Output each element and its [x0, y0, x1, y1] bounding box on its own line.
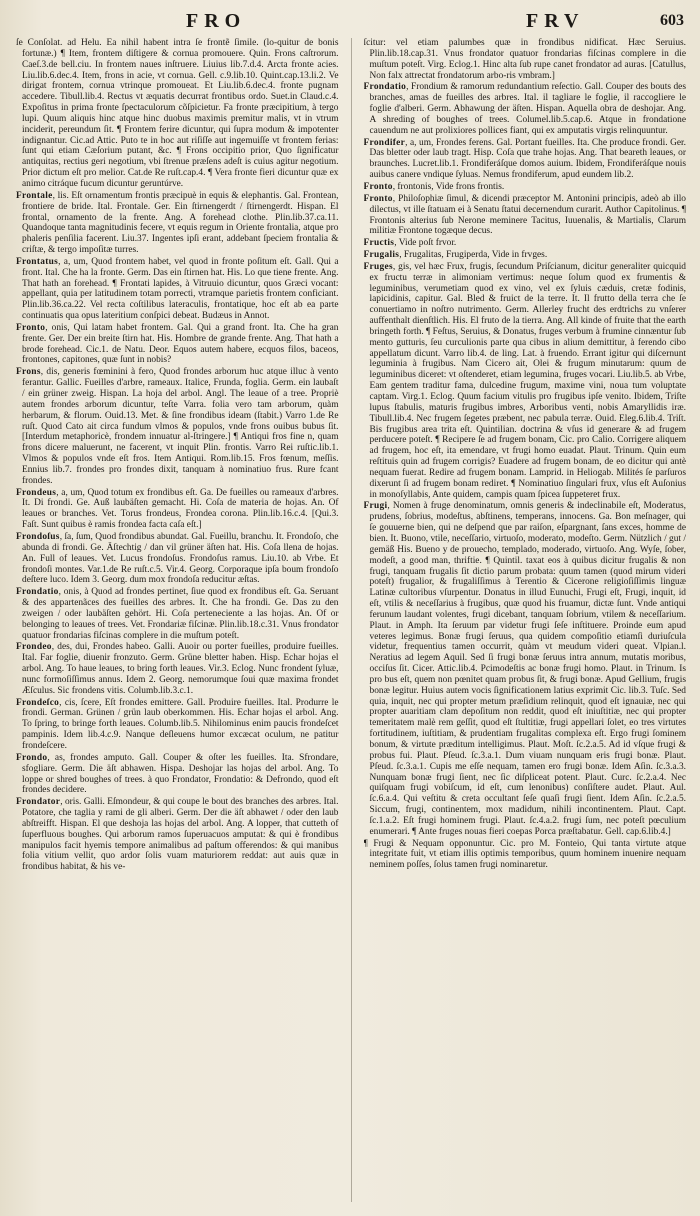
entry-headword: Frontatus [16, 256, 59, 267]
column-divider [351, 38, 352, 1202]
dictionary-entry [364, 250, 687, 261]
entry-headword: Fructis [363, 238, 395, 249]
entry-definition: , Frondium & ramorum redundantium reſectio. Gall. Couper des bouts des branches, amas de fueilles des arbres. Ital. il tagliare le foglie, il raccogliere le foglie d'alberi. Germ. Abhawung der äſten. Hispan. Aquella obra de deshojar. Ang. A shreding of boughes of trees. Columel.lib.5.cap.6. Atque in frondatione cauendum ne aut prolixiores pollices fiant, qui ex amputatis virgis relinquuntur. [369, 82, 686, 136]
dictionary-entry [364, 82, 687, 136]
dictionary-entry [16, 642, 339, 696]
entry-headword: Frondeſco [16, 697, 60, 708]
running-head-left: FRO [186, 10, 247, 32]
entry-definition: , ſa, ſum, Quod frondibus abundat. Gal. Fueillu, branchu. It. Frondoſo, che abunda di frondi. Ge. Äſtechtig / dan vil grüner äſten hat. His. Coſa llena de hojas. An. Full of leaues. Vet. Lucus frondoſus. Frondoſus ramus. Liu.10. ab Vrbe. Et frondoſi montes. Var.1.de Re ruſt.c.5. Vir.4. Georg. Corporaque ipſa boum frondoſo deſtere luco. Idem 3. Georg. dum mox frondoſa reducitur æſtas. [22, 531, 339, 586]
dictionary-entry [364, 194, 687, 237]
dictionary-entry [364, 262, 687, 501]
entry-headword: Frondatio [16, 587, 59, 598]
entry-headword: Frondeo [16, 642, 52, 653]
dictionary-entry [16, 488, 339, 531]
entry-definition: ſcitur: vel etiam palumbes quæ in frondibus nidificat. Hæc Seruius. Plin.lib.18.cap.31. Vnus frondator quatuor frondarias fiſcinas complere in die muſtum poteſt. Virg. Eclog.1. Hinc alta ſub rupe canet frondator ad auras. [Catullus, Non falx attrectat frondatorum arbo-ris vmbram.] [363, 38, 686, 81]
dictionary-entry [364, 238, 687, 249]
entry-definition: , a, um, Frondes ferens. Gal. Portant fueilles. Ita. Che produce frondi. Ger. Das bletter oder laub tragt. Hisp. Coſa que trahe hojas. Ang. That beareth leaues, or braunches. Lucret.lib.1. Frondiferáſque domos auium. Ibidem, Frondiferáſque nouis auibus canere vndique ſyluas. Nemus frondiferum, apud eundem lib.2. [369, 137, 686, 181]
dictionary-entry [364, 182, 687, 193]
entry-definition: , oris. Galli. Eſmondeur, & qui coupe le bout des branches des arbres. Ital. Potatore, che taglia y rami de gli alberi. Germ. Der die äſt abhawet / oder den laub abſtreifft. Hispan. El que deshoja las hojas del arbol. Ang. A lopper, that cutteth of ſuperfluous boughes. Qui arborum ramos ſuperuacuos amputat: & qui è frondibus manipulos facit hyemis tempore animalibus ad paſtum offerendos: & qui manibus folia vitium vellit, quo ardor ſolis vuam maturiorem reddat: aut auis quæ in frondibus habitat, & his ve- [22, 797, 339, 873]
entry-headword: Frondifer [363, 137, 406, 148]
dictionary-entry [16, 753, 339, 796]
entry-headword: Frugalis [363, 250, 400, 261]
entry-definition: , Frugalitas, Frugiperda, Vide in frvges. [399, 250, 548, 261]
entry-headword: Fruges [363, 261, 393, 272]
entry-headword: Frondeus [16, 487, 57, 498]
entry-definition: , lis. Eſt ornamentum frontis præcipuè in equis & elephantis. Gal. Frontean, frontiere de bride. Ital. Frontale. Ger. Ein ſtirnengerdt / ſtirnengerdt. Hispan. El frontal, ornamento de la frente. Ang. A forehead clothe. Plin.lib.37.ca.11. Quandoque tanta magnitudinis fecere, vt equis regum in Oriente frontalia, atque pro phaleris penſilia facerent. Liu.37. Ingentes ipſi erant, addebant ſpeciem frontalia & criſtæ, & tergo impoſitæ turres. [22, 190, 339, 256]
entry-headword: Frontale [16, 190, 53, 201]
entry-definition: , onis, Qui latam habet frontem. Gal. Qui a grand front. Ita. Che ha gran frente. Ger. Der ein breite ſtirn hat. His. Hombre de grande frente. Ang. That hath a brode forehead. Cic.1. de Natu. Deor. Equos autem habere, ecquos filos, baceos, frontones, capitones, quæ ſunt in nobis? [22, 322, 339, 366]
entry-definition: , gis, vel hæc Frux, frugis, ſecundum Priſcianum, dicitur generaliter quicquid ex fructu terræ in alimoniam vertimus: neque ſolum quod ex frumentis & leguminibus, verumetiam quod ex vino, vel ex ſyluis cæduis, cretæ fodinis, lapicidinis, capitur. Gal. Bled & fruict de la terre. It. Il frutto della terra che ſe conuertiamo in noſtro nutrimento. Germ. Allerley frucht des erdtrichs zu vnſerer auffenthalt dienſtlich. His. El fruto de la tierra. Ang. All kinde of fruite that the earth bringeth forth. ¶ Feſtus, Seruius, & Donatus, fruges verbum à frumine cinnæntur ſub mento gutturis, ſeu curculionis parte qua cibus in alium demittitur, à ferendo cibo appellatum dicunt. Varro lib.4. de ling. Lat. à fruendo. Errant igitur qui diſcernunt leguminia à frugibus. Nam Cicero ait, Olei & frugum minutarum: quum de leguminibus diceret: vt oſtenderet, etiam legumina, fruges vocari. Liu.lib.5. ab Vrbe, Eam gentem traditur fama, dulcedine frugum, maxime vini, noua tum voluptate captam. Virg.1. Eclog. Quum facium vitulis pro frugibus ipſe venito. Ibidem, Triſte lupus ſtabulis, maturis frugibus imbres, Arboribus venti, nobis Amaryllidis iræ. Tibull.lib.4. Nec frugem ſegetes præbent, nec pabula terræ. Ouid. Eleg.6.lib.4. Triſt. Bis frugibus area trita eſt. Quintilian. doctrina & vſus id generare & ad frugem perducere poteſt. ¶ Recipere ſe ad frugem bonam, Cic. pro Calio. Corrigere aliquem ad frugem, hoc eſt, ita emendare, vt frugi homo euadat. Plaut. Trinum. Quin eum reſtituis quin ad frugem corrigis? Euadere ad frugem bonam, de eo dicitur qui antè nequam fuerat. Redire ad frugem bonam. Lamprid. in Heliogab. Milités ſe parſuros dixerunt ſi ad frugem bonam rediret. ¶ Nominatiuo ſingulari frux, vſus eſt Auſonius in monoſyllabis, Ante quidem, campis quam ſpicea ſuppeteret frux. [369, 261, 686, 500]
entry-definition: , a, um, Quod frontem habet, vel quod in fronte poſitum eſt. Gall. Qui a front. Ital. Che ha la fronte. Germ. Das ein ſtirnen hat. His. Lo que tiene frente. Ang. That hath an forehead. ¶ Frontati lapides, à Vitruuio dicuntur, quos Græci vocant: appellant, quia per latitudinem totam porrecti, vtramque parietis frontem conficiant. Plin.lib.36.ca.22. Vel recta coſtilibus lateraculis, frontatique, hoc eſt ab ea parte continuatis qua opus lateritium conſpici debeat. Budæus in Annot. [22, 256, 339, 322]
text-columns [16, 38, 686, 1202]
dictionary-entry [16, 191, 339, 256]
entry-headword: Frondoſus [16, 531, 60, 542]
entry-headword: Frondatio [363, 82, 407, 93]
entry-definition: , Vide poſt frvor. [394, 238, 457, 249]
running-head-right: FRV [526, 10, 585, 32]
dictionary-entry [364, 138, 687, 181]
left-column [16, 38, 339, 1202]
dictionary-entry [16, 257, 339, 322]
entry-definition: , cis, ſcere, Eſt frondes emittere. Gall. Produire fueilles. Ital. Produrre le frondi. German. Grünen / grün laub oberkommen. His. Echar hojas el arbol. Ang. To ſpring, to bringe forth leaues. Columb.lib.5. Nihilominus enim paucis frondeſcet pampinis. Idem lib.4.c.9. Nanque deſleuens humor excæcat oculum, ne patitur frondeſcere. [22, 697, 339, 751]
entry-headword: Frons [16, 367, 41, 378]
entry-headword: Frondator [16, 797, 61, 808]
dictionary-entry [16, 367, 339, 486]
entry-definition: , a, um, Quod totum ex frondibus eſt. Ga. De fueilles ou rameaux d'arbres. It. Di frondi. Ge. Auß laubäſten gemacht. Hi. Coſa de materia de hojas. An. Of leaues or branches. Vet. Torus frondeus, Frondea corona. Plin.lib.16.c.4. [Qui.3. Faſt. Sunt quibus è ramis frondea facta caſa eſt.] [22, 487, 339, 531]
entry-definition: , des, dui, Frondes habeo. Galli. Auoir ou porter fueilles, produire fueilles. Ital. Far foglie, diuenir fronzuto. Germ. Grüne bletter haben. Hisp. Echar hojas el arbol. Ang. To haue leaues, to bring forth leaues. Vir.3. Eclog. Nunc frondent ſyluæ, nunc formoſiſſimus annus. Idem 2. Georg. nemorumque ſoui quæ maxima frondet Æſculus. Sic frondens vitis. Columb.lib.3.c.1. [22, 642, 339, 696]
entry-headword: Frondo [16, 752, 48, 763]
dictionary-entry [364, 501, 687, 837]
dictionary-entry [364, 38, 687, 81]
entry-headword: Frugi [363, 501, 388, 512]
running-head [16, 8, 686, 38]
dictionary-entry [364, 839, 687, 872]
entry-definition: ſe Conſolat. ad Helu. Ea nihil habent intra ſe frontẽ ſimile. (lo-quitur de bonis fortunæ.) ¶ Item, frontem diſtigere & cornua promouere. Quin. Frons caſtrorum. Caeſ.3.de bell.ciu. In frontem naues inſtruere. Liuius lib.7.d.4. Arcta fronte acies. Liu.lib.6.dec.4. Item, frons in acie, vt cornua. Gell. c.9.lib.10. Quint.cap.13.li.2. Ve dirigat frontem, cornua vtrinque promoueat. Et Liu.lib.6.dec.4. fronte pugnam accedere. Tibull.lib.4. Rectus vt æquatis decurrat frontibus ordo. Suet.in Claud.c.4. Expoſitus in prima fronte ſpectaculorum cõſpicietur. Fa fronte præcipitium, à tergo lupi. Quum aliquis hinc atque hinc duobus maximis premitur malis, vt in vtrum inciderit, pereundum ſit. ¶ Frontem ferire dicuntur, qui ſupra modum & impotenter indignantur. Cic.ad Attic. Puto te in hoc aut riſiſſe aut ingemuiſſe vt frontem ferias: ſunt qui etiam Cæſorium putant, &c. ¶ Frons occipitio prior, Quo ſignificatur antiquitas, rectius geri negotium, vbi ſtrenue præſens adeſt is cuius agitur negotium. Prior dictum eſt pro melior. Cat.de Re ruſt.cap.4. ¶ Vera fronte fieri dicuntur quæ ex animo citráque fucum dicuntur geruntúrve. [16, 38, 339, 189]
entry-headword: Fronto [363, 193, 393, 204]
entry-headword: Fronto [16, 322, 46, 333]
dictionary-entry [16, 38, 339, 190]
dictionary-entry [16, 532, 339, 586]
dictionary-entry [16, 587, 339, 641]
right-column [364, 38, 687, 1202]
entry-definition: , Philoſophiæ ſimul, & dicendi præceptor M. Antonini principis, adeò ab illo dilectus, vt ille ſtatuam ei à Senatu ſtatui decernendum curarit. Author Capitolinus. ¶ Frontonis alterius ſub Nerone meminere Tacitus, Iuuenalis, & Martialis, Clarum militiæ Frontone togæque decus. [369, 193, 686, 237]
entry-definition: , as, frondes amputo. Gall. Couper & oſter les fueilles. Ita. Sfrondare, sfogliare. Germ. Die äſt abhawen. Hispa. Deshojar las hojas del arbol. Ang. To loppe or shred boughes of trees. à quo Frondator, Frondatio: & Defrondo, quod eſt frondes decidere. [22, 752, 339, 796]
dictionary-entry [16, 698, 339, 752]
entry-definition: , frontonis, Vide frons frontis. [392, 181, 505, 192]
entry-headword: Fronto [363, 181, 393, 192]
entry-definition: , onis, à Quod ad frondes pertinet, ſiue quod ex frondibus eſt. Ga. Seruant & des appartenãces des fueilles des arbres. It. Che ha frondi. Ge. Das zu den zweigen / oder laubäſten gehört. Hi. Coſa perteneciente a las hojas. An. Of or belonging to leaues of trees. Vet. Frondariæ fiſcinæ. Plin.lib.18.c.31. Vnus frondator quatuor frondarias fiſcinas complere in die muſtum poteſt. [22, 587, 339, 641]
dictionary-entry [16, 797, 339, 873]
entry-definition: , Nomen à fruge denominatum, omnis generis & indeclinabile eſt, Moderatus, prudens, ſobrius, modeſtus, abſtinens, temperans, innocens. Ga. Bon meſnager, qui ſe gouuerne bien, qui ne deſpend que par raiſon, eſpargnant, ſans exces, homme de bien. It. Buono, vtile, neceſſario, virtuoſo, moderato, modeſto. Germ. Nützlich / gut / gemäß His. Bueno y de prouecho, templado, moderado, virtuoſo. Ang. Wyſe, ſober, modeſt, a good man, thriftie. ¶ Quintil. taxat eos à quibus dicitur frugalis & non frugi, tanquam frugalis ſit dictio parum probata: quum tamen (quod mirum videri poteſt) frugalior, & frugaliſſimus à Terentio & Cicerone religioſiſſimis linguæ Latinæ cultoribus vſurpentur. Donatus in illud Eunuchi, Frugi eſt, Frugi, inquit, id eſt, vtilis & neceſſarius à frugibus, quæ quod his fruamur, dictæ ſunt. Vnde antiqui ferunum laudant volentes, frugi dicebant, tanquam ſobrium, vtilem & neceſſarium. Plaut. in Amph. Ita ſeruum par videtur frugi ſeſe inſtituere. Proinde eum apud veteres legimus. Bonæ frugi ſeruus, qua quidem compoſitio etiamſi duriuſcula videtur, frequentius tamen occurrit, quàm vt meudum videri queat. Vlpian.l. Neratius ad legem Aquil. Sed ſi frugi bonæ ſeruus intra annum, mutatis moribus, occiſus ſit. Cicer. Attic.lib.4. Pcimodeſtis ac bonæ frugi homo. Plaut. in Trinum. Is pro bus eſt, quem non pœnitet quam probus ſit, & frugi bonæ. Apud Gellium, frugis bonæ legitur. Huius autem vocis ſignificationem latius exprimit Cic. lib.3. Tuſc. Sed quia, inquit, nec qui propter metum præſidium relinquit, quod eſt ignauiæ, nec qui propter auaritiam clam depoſitum non reddit, quod eſt iniuſtitiæ, nec qui propter temeritatem malè rem geſſit, quod eſt ſtultitiæ, frugi appellari ſolet, eo tres virtutes fortitudinem, iuſtitiam, & prudentiam frugalitas complexa eſt. Ergo frugi ſominem bonum, & virtute præditum intelligimus. Plaut. Moſt. ſc.2.a.5. Ad id vſque frugi & probus fui. Plaut. Pſeud. ſc.3.a.1. Dum viuam nunquam eris frugi bonæ. Plaut. Pſeud. ſc.3.a.1. Cupis me eſſe nequam, tamen ero frugi bonæ. Idem Aſin. ſc.3.a.3. Nunquam bonæ frugi ſient, nec ſic diſpliceat potent. Plaut. Curc. ſc.2.a.4. Nec quiſquam frugi vobiſcum, id eſt, cum lenonibus) conſiſtere audet. Plaut. Aul. ſc.6.a.4. Qui veſtitu & creta occultant ſeſe quaſi frugi ſient. Idem Aſin. ſc.2.a.5. Siccum, frugi, continentem, mox madidum, nihili incontinentem. Plaut. Capt. ſc.1.a.2. Eſt frugi hominem frugi. Plaut. ſc.4.a.2. frugi ſum, nec poteſt pœculium enumerari. ¶ Ante fruges nouas fieri coepas Porca præſtabatur. Gell. cap.6.lib.4.] [369, 501, 686, 837]
entry-definition: , dis, generis fœminini à fero, Quod frondes arborum huc atque illuc à vento ferantur. Gallic. Fueilles d'arbre, rameaux. Italice, Frunda, foglia. Germ. ein laubaſt / ein grüner zweig. Hispan. La hoja del arbol. Angl. The leaue of a tree. Propriè autem frondes arborum dicuntur, teſte Varra. folia vero tam arborum, quàm herbarum, & florum. Ouid.13. Met. & ſine frondibus ideam (ſtabit.) Varro 1.de Re ruſt. Quod Cato ait circa fundum vlmos & populos, vnde frons ouibus bubus ſit. [Interdum metaphoricè, frondem innuatur al-ſtringere.] ¶ Antiqui fros fine n, quam frons dicere maluerunt, ne facerent, vt inquit Plin. frontis. Varro Rei ruſtic.lib.1. Vlmos & populos vnde eſt fros. Item Antiqui. Rom.lib.15. Fros fœnum, meſſis. Ennius lib.7. frondes pro frondes dixit, tanquam à nominatiuo frus. Rure fcant frondes. [22, 367, 339, 486]
page-number: 603 [660, 12, 684, 29]
dictionary-entry [16, 323, 339, 366]
entry-definition: ¶ Frugi & Nequam opponuntur. Cic. pro M. Fonteio, Qui tanta virtute atque integritate fuit, vt etiam illis optimis temporibus, quum hominem inuenire nequam neminem poſſes, ſolus tamen frugi nominaretur. [363, 838, 686, 871]
